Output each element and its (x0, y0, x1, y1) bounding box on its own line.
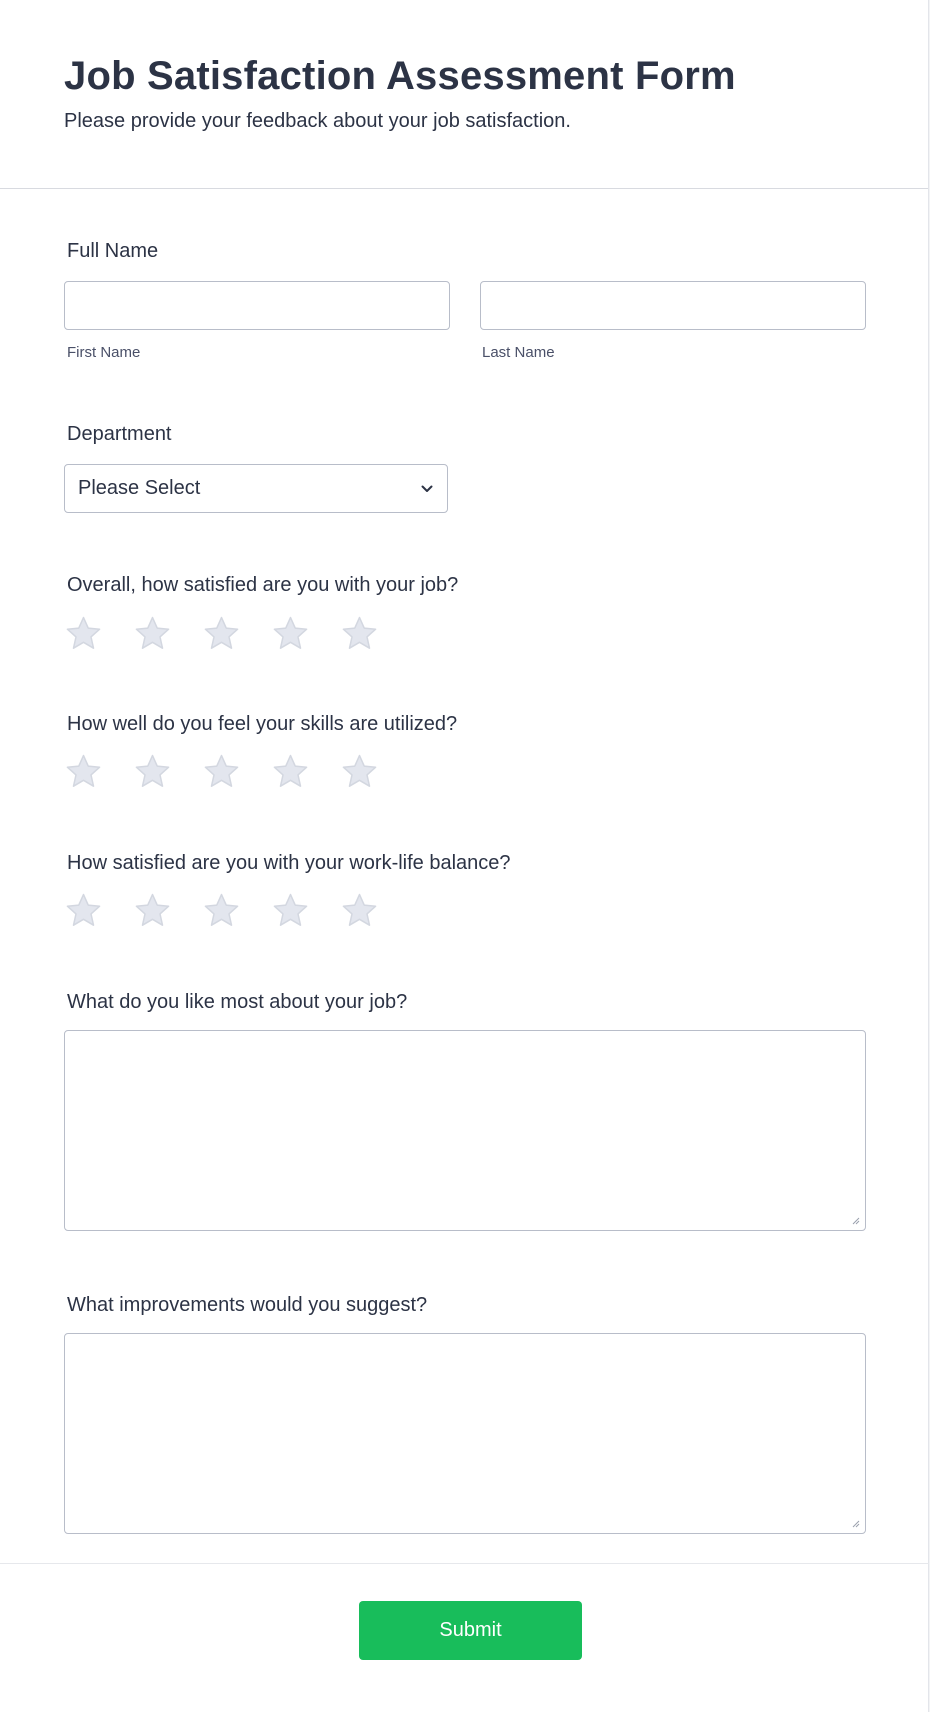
star-icon[interactable] (134, 615, 171, 652)
form-header (0, 0, 928, 189)
first-name-input[interactable] (64, 281, 450, 330)
star-icon[interactable] (341, 753, 378, 790)
improvements-textarea[interactable] (64, 1333, 866, 1534)
star-icon[interactable] (134, 753, 171, 790)
form-title: Job Satisfaction Assessment Form (64, 54, 736, 98)
first-name-sublabel: First Name (67, 344, 141, 361)
like-most-label: What do you like most about your job? (67, 991, 408, 1013)
star-icon[interactable] (203, 615, 240, 652)
department-select[interactable] (64, 464, 448, 513)
rating-2-stars (65, 753, 378, 790)
star-icon[interactable] (203, 892, 240, 929)
submit-button[interactable]: Submit (359, 1601, 582, 1660)
department-selected-value: Please Select (78, 477, 201, 499)
rating-1-stars (65, 615, 378, 652)
department-label: Department (67, 423, 172, 445)
form-subtitle: Please provide your feedback about your job satisfaction. (64, 110, 571, 132)
rating-2-question: How well do you feel your skills are utilized? (67, 713, 458, 735)
footer-divider (0, 1563, 929, 1564)
rating-1-question: Overall, how satisfied are you with your job? (67, 574, 459, 596)
improvements-label: What improvements would you suggest? (67, 1294, 428, 1316)
resize-grip-icon[interactable] (852, 1520, 860, 1528)
rating-3-stars (65, 892, 378, 929)
star-icon[interactable] (341, 615, 378, 652)
star-icon[interactable] (65, 892, 102, 929)
star-icon[interactable] (272, 753, 309, 790)
last-name-sublabel: Last Name (482, 344, 555, 361)
star-icon[interactable] (341, 892, 378, 929)
star-icon[interactable] (203, 753, 240, 790)
resize-grip-icon[interactable] (852, 1217, 860, 1225)
last-name-input[interactable] (480, 281, 866, 330)
star-icon[interactable] (65, 615, 102, 652)
star-icon[interactable] (272, 615, 309, 652)
full-name-label: Full Name (67, 240, 159, 262)
star-icon[interactable] (65, 753, 102, 790)
star-icon[interactable] (134, 892, 171, 929)
rating-3-question: How satisfied are you with your work-life balance? (67, 852, 511, 874)
star-icon[interactable] (272, 892, 309, 929)
like-most-textarea[interactable] (64, 1030, 866, 1231)
chevron-down-icon (419, 481, 435, 497)
